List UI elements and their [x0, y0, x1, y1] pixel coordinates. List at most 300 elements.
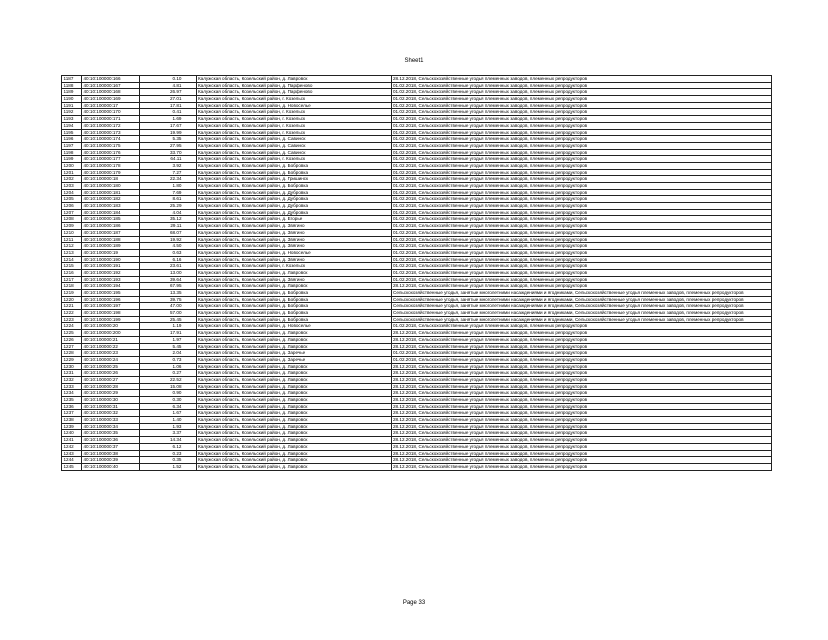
cadastral-number-cell: 40:10:100000:38 — [82, 450, 140, 457]
description-cell: 28.12.2018, Сельскохозяйственные угодья племенных заводов, племенных репродукторов — [391, 410, 772, 417]
description-cell: 01.02.2018, Сельскохозяйственные угодья племенных заводов, племенных репродукторов — [391, 196, 772, 203]
cadastral-number-cell: 40:10:100000:199 — [82, 316, 140, 323]
row-number-cell: 1215 — [62, 263, 82, 270]
row-number-cell: 1202 — [62, 176, 82, 183]
table-row — [62, 370, 772, 377]
description-cell: 01.02.2018, Сельскохозяйственные угодья племенных заводов, племенных репродукторов — [391, 109, 772, 116]
address-cell: Калужская область, Козельский район, д. Лавровск — [196, 283, 391, 290]
area-cell: 35.12 — [140, 216, 197, 223]
area-cell: 8.61 — [140, 196, 197, 203]
description-cell: 28.12.2018, Сельскохозяйственные угодья племенных заводов, племенных репродукторов — [391, 463, 772, 470]
description-cell: 28.12.2018, Сельскохозяйственные угодья племенных заводов, племенных репродукторов — [391, 283, 772, 290]
cadastral-number-cell: 40:10:100000:185 — [82, 216, 140, 223]
cadastral-number-cell: 40:10:100000:166 — [82, 76, 140, 83]
row-number-cell: 1192 — [62, 109, 82, 116]
table-row — [62, 102, 772, 109]
address-cell: Калужская область, Козельский район, г. Козельск — [196, 129, 391, 136]
cadastral-number-cell: 40:10:100000:175 — [82, 142, 140, 149]
description-cell: 28.12.2018, Сельскохозяйственные угодья племенных заводов, племенных репродукторов — [391, 383, 772, 390]
area-cell: 25.29 — [140, 203, 197, 210]
table-row — [62, 256, 772, 263]
description-cell: 01.02.2018, Сельскохозяйственные угодья племенных заводов, племенных репродукторов — [391, 229, 772, 236]
area-cell: 3.92 — [140, 162, 197, 169]
table-row — [62, 176, 772, 183]
address-cell: Калужская область, Козельский район, д. Заречье — [196, 356, 391, 363]
area-cell: 6.16 — [140, 256, 197, 263]
description-cell: 28.12.2018, Сельскохозяйственные угодья племенных заводов, племенных репродукторов — [391, 336, 772, 343]
area-cell: 6.12 — [140, 443, 197, 450]
cadastral-number-cell: 40:10:100000:167 — [82, 82, 140, 89]
area-cell: 0.90 — [140, 390, 197, 397]
address-cell: Калужская область, Козельский район, д. Парфеново — [196, 82, 391, 89]
row-number-cell: 1220 — [62, 296, 82, 303]
description-cell: 28.12.2018, Сельскохозяйственные угодья племенных заводов, племенных репродукторов — [391, 430, 772, 437]
description-cell: 01.02.2018, Сельскохозяйственные угодья племенных заводов, племенных репродукторов — [391, 223, 772, 230]
table-row — [62, 296, 772, 303]
row-number-cell: 1222 — [62, 310, 82, 317]
table-row — [62, 303, 772, 310]
row-number-cell: 1187 — [62, 76, 82, 83]
table-row — [62, 216, 772, 223]
cadastral-number-cell: 40:10:100000:25 — [82, 363, 140, 370]
table-row — [62, 196, 772, 203]
row-number-cell: 1232 — [62, 376, 82, 383]
row-number-cell: 1242 — [62, 443, 82, 450]
description-cell: 01.02.2018, Сельскохозяйственные угодья племенных заводов, племенных репродукторов — [391, 169, 772, 176]
table-row — [62, 136, 772, 143]
table-row — [62, 269, 772, 276]
area-cell: 0.23 — [140, 450, 197, 457]
table-row — [62, 263, 772, 270]
description-cell: Сельскохозяйственные угодья, занятые многолетними насаждениями и ягодниками, Сельскохозяйственные угодья племенных заводов, племенных репродукторов — [391, 290, 772, 297]
table-row — [62, 463, 772, 470]
description-cell: 01.02.2018, Сельскохозяйственные угодья племенных заводов, племенных репродукторов — [391, 122, 772, 129]
area-cell: 13.00 — [140, 269, 197, 276]
row-number-cell: 1245 — [62, 463, 82, 470]
description-cell: 01.02.2018, Сельскохозяйственные угодья племенных заводов, племенных репродукторов — [391, 156, 772, 163]
row-number-cell: 1244 — [62, 457, 82, 464]
description-cell: 01.02.2018, Сельскохозяйственные угодья племенных заводов, племенных репродукторов — [391, 183, 772, 190]
row-number-cell: 1226 — [62, 336, 82, 343]
table-row — [62, 89, 772, 96]
table-row — [62, 142, 772, 149]
area-cell: 47.00 — [140, 303, 197, 310]
address-cell: Калужская область, Козельский район, д. Савинск — [196, 142, 391, 149]
description-cell: 28.12.2018, Сельскохозяйственные угодья племенных заводов, племенных репродукторов — [391, 450, 772, 457]
address-cell: Калужская область, Козельский район, д. Заречье — [196, 350, 391, 357]
row-number-cell: 1239 — [62, 423, 82, 430]
table-row — [62, 189, 772, 196]
address-cell: Калужская область, Козельский район, д. Новоселье — [196, 249, 391, 256]
table-row — [62, 76, 772, 83]
address-cell: Калужская область, Козельский район, д. Лавровск — [196, 437, 391, 444]
cadastral-number-cell: 40:10:100000:169 — [82, 96, 140, 103]
table-row — [62, 437, 772, 444]
description-cell: 01.02.2018, Сельскохозяйственные угодья племенных заводов, племенных репродукторов — [391, 356, 772, 363]
address-cell: Калужская область, Козельский район, д. Лавровск — [196, 463, 391, 470]
row-number-cell: 1196 — [62, 136, 82, 143]
cadastral-number-cell: 40:10:100000:191 — [82, 263, 140, 270]
address-cell: Калужская область, Козельский район, д. Лавровск — [196, 330, 391, 337]
table-row — [62, 109, 772, 116]
table-row — [62, 203, 772, 210]
table-row — [62, 343, 772, 350]
description-cell: 01.02.2018, Сельскохозяйственные угодья племенных заводов, племенных репродукторов — [391, 149, 772, 156]
description-cell: Сельскохозяйственные угодья, занятые многолетними насаждениями и ягодниками, Сельскохозяйственные угодья племенных заводов, племенных репродукторов — [391, 296, 772, 303]
area-cell: 0.73 — [140, 356, 197, 363]
cadastral-number-cell: 40:10:100000:27 — [82, 376, 140, 383]
row-number-cell: 1233 — [62, 383, 82, 390]
cadastral-number-cell: 40:10:100000:19 — [82, 249, 140, 256]
address-cell: Калужская область, Козельский район, д. Звягино — [196, 229, 391, 236]
description-cell: 01.02.2018, Сельскохозяйственные угодья племенных заводов, племенных репродукторов — [391, 216, 772, 223]
row-number-cell: 1201 — [62, 169, 82, 176]
row-number-cell: 1193 — [62, 116, 82, 123]
row-number-cell: 1221 — [62, 303, 82, 310]
cadastral-number-cell: 40:10:100000:20 — [82, 323, 140, 330]
address-cell: Калужская область, Козельский район, д. Звягино — [196, 236, 391, 243]
row-number-cell: 1189 — [62, 89, 82, 96]
area-cell: 17.91 — [140, 330, 197, 337]
area-cell: 5.35 — [140, 136, 197, 143]
table-row — [62, 156, 772, 163]
description-cell: 28.12.2018, Сельскохозяйственные угодья племенных заводов, племенных репродукторов — [391, 457, 772, 464]
address-cell: Калужская область, Козельский район, г. Козельск — [196, 156, 391, 163]
table-row — [62, 330, 772, 337]
area-cell: 22.52 — [140, 376, 197, 383]
page-number: Page 33 — [402, 600, 426, 606]
description-cell: 01.02.2018, Сельскохозяйственные угодья племенных заводов, племенных репродукторов — [391, 203, 772, 210]
row-number-cell: 1217 — [62, 276, 82, 283]
area-cell: 1.67 — [140, 410, 197, 417]
cadastral-number-cell: 40:10:100000:193 — [82, 276, 140, 283]
row-number-cell: 1228 — [62, 350, 82, 357]
cadastral-number-cell: 40:10:100000:40 — [82, 463, 140, 470]
row-number-cell: 1204 — [62, 189, 82, 196]
cadastral-number-cell: 40:10:100000:198 — [82, 310, 140, 317]
area-cell: 7.69 — [140, 189, 197, 196]
area-cell: 17.81 — [140, 102, 197, 109]
address-cell: Калужская область, Козельский район, д. Новоселье — [196, 102, 391, 109]
table-row — [62, 122, 772, 129]
address-cell: Калужская область, Козельский район, г. Козельск — [196, 116, 391, 123]
address-cell: Калужская область, Козельский район, д. Лавровск — [196, 76, 391, 83]
address-cell: Калужская область, Козельский район, д. Лавровск — [196, 370, 391, 377]
address-cell: Калужская область, Козельский район, г. Козельск — [196, 122, 391, 129]
row-number-cell: 1238 — [62, 417, 82, 424]
area-cell: 19.99 — [140, 129, 197, 136]
cadastral-number-cell: 40:10:100000:177 — [82, 156, 140, 163]
description-cell: 01.02.2018, Сельскохозяйственные угодья племенных заводов, племенных репродукторов — [391, 129, 772, 136]
address-cell: Калужская область, Козельский район, д. Лавровск — [196, 430, 391, 437]
cadastral-number-cell: 40:10:100000:189 — [82, 243, 140, 250]
area-cell: 33.70 — [140, 149, 197, 156]
table-row — [62, 276, 772, 283]
row-number-cell: 1211 — [62, 236, 82, 243]
row-number-cell: 1237 — [62, 410, 82, 417]
row-number-cell: 1214 — [62, 256, 82, 263]
description-cell: Сельскохозяйственные угодья, занятые многолетними насаждениями и ягодниками, Сельскохозяйственные угодья племенных заводов, племенных репродукторов — [391, 310, 772, 317]
table-row — [62, 236, 772, 243]
description-cell: 01.02.2018, Сельскохозяйственные угодья племенных заводов, племенных репродукторов — [391, 263, 772, 270]
description-cell: 01.02.2018, Сельскохозяйственные угодья племенных заводов, племенных репродукторов — [391, 323, 772, 330]
area-cell: 39.75 — [140, 296, 197, 303]
cadastral-number-cell: 40:10:100000:35 — [82, 430, 140, 437]
address-cell: Калужская область, Козельский район, д. Лавровск — [196, 397, 391, 404]
address-cell: Калужская область, Козельский район, д. Бобровка — [196, 310, 391, 317]
description-cell: 01.02.2018, Сельскохозяйственные угодья племенных заводов, племенных репродукторов — [391, 256, 772, 263]
row-number-cell: 1191 — [62, 102, 82, 109]
cadastral-number-cell: 40:10:100000:28 — [82, 383, 140, 390]
description-cell: 01.02.2018, Сельскохозяйственные угодья племенных заводов, племенных репродукторов — [391, 136, 772, 143]
address-cell: Калужская область, Козельский район, д. Гришинск — [196, 176, 391, 183]
description-cell: Сельскохозяйственные угодья, занятые многолетними насаждениями и ягодниками, Сельскохозяйственные угодья племенных заводов, племенных репродукторов — [391, 303, 772, 310]
table-row — [62, 283, 772, 290]
table-row — [62, 82, 772, 89]
area-cell: 5.45 — [140, 343, 197, 350]
description-cell: 28.12.2018, Сельскохозяйственные угодья племенных заводов, племенных репродукторов — [391, 76, 772, 83]
cadastral-number-cell: 40:10:100000:195 — [82, 290, 140, 297]
area-cell: 26.97 — [140, 89, 197, 96]
area-cell: 4.04 — [140, 209, 197, 216]
row-number-cell: 1216 — [62, 269, 82, 276]
description-cell: 28.12.2018, Сельскохозяйственные угодья племенных заводов, племенных репродукторов — [391, 363, 772, 370]
cadastral-number-cell: 40:10:100000:18 — [82, 176, 140, 183]
address-cell: Калужская область, Козельский район, д. Бобровка — [196, 183, 391, 190]
cadastral-number-cell: 40:10:100000:39 — [82, 457, 140, 464]
row-number-cell: 1207 — [62, 209, 82, 216]
cadastral-number-cell: 40:10:100000:171 — [82, 116, 140, 123]
row-number-cell: 1243 — [62, 450, 82, 457]
area-cell: 3.37 — [140, 430, 197, 437]
table-row — [62, 129, 772, 136]
table-row — [62, 249, 772, 256]
cadastral-number-cell: 40:10:100000:34 — [82, 423, 140, 430]
area-cell: 7.27 — [140, 169, 197, 176]
table-row — [62, 209, 772, 216]
description-cell: 01.02.2018, Сельскохозяйственные угодья племенных заводов, племенных репродукторов — [391, 96, 772, 103]
description-cell: 01.02.2018, Сельскохозяйственные угодья племенных заводов, племенных репродукторов — [391, 209, 772, 216]
row-number-cell: 1213 — [62, 249, 82, 256]
row-number-cell: 1224 — [62, 323, 82, 330]
row-number-cell: 1241 — [62, 437, 82, 444]
table-row — [62, 417, 772, 424]
cadastral-number-cell: 40:10:100000:197 — [82, 303, 140, 310]
description-cell: 01.02.2018, Сельскохозяйственные угодья племенных заводов, племенных репродукторов — [391, 276, 772, 283]
area-cell: 0.10 — [140, 76, 197, 83]
description-cell: 28.12.2018, Сельскохозяйственные угодья племенных заводов, племенных репродукторов — [391, 417, 772, 424]
row-number-cell: 1197 — [62, 142, 82, 149]
address-cell: Калужская область, Козельский район, г. Козельск — [196, 96, 391, 103]
address-cell: Калужская область, Козельский район, д. Савинск — [196, 149, 391, 156]
description-cell: 01.02.2018, Сельскохозяйственные угодья племенных заводов, племенных репродукторов — [391, 176, 772, 183]
cadastral-number-cell: 40:10:100000:179 — [82, 169, 140, 176]
address-cell: Калужская область, Козельский район, д. Лавровск — [196, 457, 391, 464]
row-number-cell: 1210 — [62, 229, 82, 236]
area-cell: 15.08 — [140, 383, 197, 390]
cadastral-number-cell: 40:10:100000:21 — [82, 336, 140, 343]
cadastral-number-cell: 40:10:100000:180 — [82, 183, 140, 190]
description-cell: 01.02.2018, Сельскохозяйственные угодья племенных заводов, племенных репродукторов — [391, 102, 772, 109]
row-number-cell: 1194 — [62, 122, 82, 129]
cadastral-number-cell: 40:10:100000:31 — [82, 403, 140, 410]
cadastral-number-cell: 40:10:100000:29 — [82, 390, 140, 397]
area-cell: 1.97 — [140, 336, 197, 343]
table-row — [62, 96, 772, 103]
cadastral-number-cell: 40:10:100000:181 — [82, 189, 140, 196]
area-cell: 0.41 — [140, 109, 197, 116]
row-number-cell: 1195 — [62, 129, 82, 136]
address-cell: Калужская область, Козельский район, д. Лавровск — [196, 403, 391, 410]
address-cell: Калужская область, Козельский район, д. Звягино — [196, 256, 391, 263]
address-cell: Калужская область, Козельский район, д. Бобровка — [196, 303, 391, 310]
area-cell: 0.30 — [140, 397, 197, 404]
description-cell: 28.12.2018, Сельскохозяйственные угодья племенных заводов, племенных репродукторов — [391, 423, 772, 430]
area-cell: 1.19 — [140, 323, 197, 330]
address-cell: Калужская область, Козельский район, д. Парфеново — [196, 89, 391, 96]
table-row — [62, 457, 772, 464]
area-cell: 64.11 — [140, 156, 197, 163]
cadastral-number-cell: 40:10:100000:24 — [82, 356, 140, 363]
cadastral-number-cell: 40:10:100000:196 — [82, 296, 140, 303]
description-cell: 28.12.2018, Сельскохозяйственные угодья племенных заводов, племенных репродукторов — [391, 330, 772, 337]
table-row — [62, 390, 772, 397]
row-number-cell: 1230 — [62, 363, 82, 370]
cadastral-number-cell: 40:10:100000:192 — [82, 269, 140, 276]
row-number-cell: 1218 — [62, 283, 82, 290]
address-cell: Калужская область, Козельский район, д. Новоселье — [196, 323, 391, 330]
row-number-cell: 1227 — [62, 343, 82, 350]
description-cell: Сельскохозяйственные угодья, занятые многолетними насаждениями и ягодниками, Сельскохозяйственные угодья племенных заводов, племенных репродукторов — [391, 316, 772, 323]
description-cell: 01.02.2018, Сельскохозяйственные угодья племенных заводов, племенных репродукторов — [391, 82, 772, 89]
address-cell: Калужская область, Козельский район, д. Лавровск — [196, 450, 391, 457]
table-row — [62, 229, 772, 236]
address-cell: Калужская область, Козельский район, д. Дубровка — [196, 196, 391, 203]
description-cell: 28.12.2018, Сельскохозяйственные угодья племенных заводов, племенных репродукторов — [391, 437, 772, 444]
address-cell: Калужская область, Козельский район, д. Дубровка — [196, 189, 391, 196]
area-cell: 6.34 — [140, 403, 197, 410]
table-row — [62, 430, 772, 437]
area-cell: 68.07 — [140, 229, 197, 236]
cadastral-number-cell: 40:10:100000:194 — [82, 283, 140, 290]
address-cell: Калужская область, Козельский район, д. Звягино — [196, 276, 391, 283]
address-cell: Калужская область, Козельский район, г. Козельск — [196, 109, 391, 116]
row-number-cell: 1205 — [62, 196, 82, 203]
table-row — [62, 243, 772, 250]
table-row — [62, 403, 772, 410]
description-cell: 28.12.2018, Сельскохозяйственные угодья племенных заводов, племенных репродукторов — [391, 370, 772, 377]
address-cell: Калужская область, Козельский район, д. Лавровск — [196, 336, 391, 343]
cadastral-number-cell: 40:10:100000:23 — [82, 350, 140, 357]
cadastral-number-cell: 40:10:100000:176 — [82, 149, 140, 156]
cadastral-number-cell: 40:10:100000:17 — [82, 102, 140, 109]
description-cell: 28.12.2018, Сельскохозяйственные угодья племенных заводов, племенных репродукторов — [391, 390, 772, 397]
table-row — [62, 316, 772, 323]
row-number-cell: 1240 — [62, 430, 82, 437]
cadastral-number-cell: 40:10:100000:170 — [82, 109, 140, 116]
description-cell: 28.12.2018, Сельскохозяйственные угодья племенных заводов, племенных репродукторов — [391, 376, 772, 383]
area-cell: 1.69 — [140, 116, 197, 123]
description-cell: 01.02.2018, Сельскохозяйственные угодья племенных заводов, племенных репродукторов — [391, 269, 772, 276]
address-cell: Калужская область, Козельский район, д. Лавровск — [196, 410, 391, 417]
address-cell: Калужская область, Козельский район, д. Лавровск — [196, 443, 391, 450]
address-cell: Калужская область, Козельский район, д. Савинск — [196, 136, 391, 143]
area-cell: 0.63 — [140, 249, 197, 256]
cadastral-number-cell: 40:10:100000:30 — [82, 397, 140, 404]
table-row — [62, 336, 772, 343]
row-number-cell: 1206 — [62, 203, 82, 210]
area-cell: 27.01 — [140, 96, 197, 103]
area-cell: 1.80 — [140, 183, 197, 190]
cadastral-number-cell: 40:10:100000:32 — [82, 410, 140, 417]
row-number-cell: 1188 — [62, 82, 82, 89]
description-cell: 01.02.2018, Сельскохозяйственные угодья племенных заводов, племенных репродукторов — [391, 189, 772, 196]
row-number-cell: 1229 — [62, 356, 82, 363]
cadastral-number-cell: 40:10:100000:22 — [82, 343, 140, 350]
table-row — [62, 223, 772, 230]
cadastral-number-cell: 40:10:100000:33 — [82, 417, 140, 424]
area-cell: 39.64 — [140, 276, 197, 283]
row-number-cell: 1234 — [62, 390, 82, 397]
table-row — [62, 350, 772, 357]
address-cell: Калужская область, Козельский район, д. Лавровск — [196, 376, 391, 383]
description-cell: 01.02.2018, Сельскохозяйственные угодья племенных заводов, племенных репродукторов — [391, 116, 772, 123]
description-cell: 01.02.2018, Сельскохозяйственные угодья племенных заводов, племенных репродукторов — [391, 89, 772, 96]
table-row — [62, 363, 772, 370]
table-row — [62, 290, 772, 297]
area-cell: 29.11 — [140, 223, 197, 230]
address-cell: Калужская область, Козельский район, д. Дубровка — [196, 209, 391, 216]
cadastral-number-cell: 40:10:100000:37 — [82, 443, 140, 450]
cadastral-number-cell: 40:10:100000:188 — [82, 236, 140, 243]
area-cell: 2.04 — [140, 350, 197, 357]
table-row — [62, 356, 772, 363]
row-number-cell: 1231 — [62, 370, 82, 377]
description-cell: 01.02.2018, Сельскохозяйственные угодья племенных заводов, племенных репродукторов — [391, 142, 772, 149]
cadastral-number-cell: 40:10:100000:174 — [82, 136, 140, 143]
cadastral-number-cell: 40:10:100000:200 — [82, 330, 140, 337]
area-cell: 0.35 — [140, 457, 197, 464]
cadastral-number-cell: 40:10:100000:183 — [82, 203, 140, 210]
address-cell: Калужская область, Козельский район, д. Бобровка — [196, 290, 391, 297]
area-cell: 0.27 — [140, 370, 197, 377]
address-cell: Калужская область, Козельский район, д. Бобровка — [196, 316, 391, 323]
row-number-cell: 1212 — [62, 243, 82, 250]
cadastral-number-cell: 40:10:100000:168 — [82, 89, 140, 96]
row-number-cell: 1200 — [62, 162, 82, 169]
table-row — [62, 376, 772, 383]
cadastral-table — [61, 75, 772, 471]
area-cell: 4.50 — [140, 243, 197, 250]
cadastral-number-cell: 40:10:100000:173 — [82, 129, 140, 136]
area-cell: 1.40 — [140, 417, 197, 424]
area-cell: 19.92 — [140, 236, 197, 243]
address-cell: Калужская область, Козельский район, д. Лавровск — [196, 383, 391, 390]
table-row — [62, 450, 772, 457]
table-body — [62, 76, 772, 471]
row-number-cell: 1198 — [62, 149, 82, 156]
description-cell: 01.02.2018, Сельскохозяйственные угодья племенных заводов, племенных репродукторов — [391, 236, 772, 243]
cadastral-number-cell: 40:10:100000:186 — [82, 223, 140, 230]
address-cell: Калужская область, Козельский район, д. Лавровск — [196, 343, 391, 350]
table-row — [62, 310, 772, 317]
table-row — [62, 323, 772, 330]
area-cell: 4.81 — [140, 82, 197, 89]
table-row — [62, 149, 772, 156]
description-cell: 01.02.2018, Сельскохозяйственные угодья племенных заводов, племенных репродукторов — [391, 350, 772, 357]
address-cell: Калужская область, Козельский район, д. Лавровск — [196, 390, 391, 397]
area-cell: 13.35 — [140, 290, 197, 297]
